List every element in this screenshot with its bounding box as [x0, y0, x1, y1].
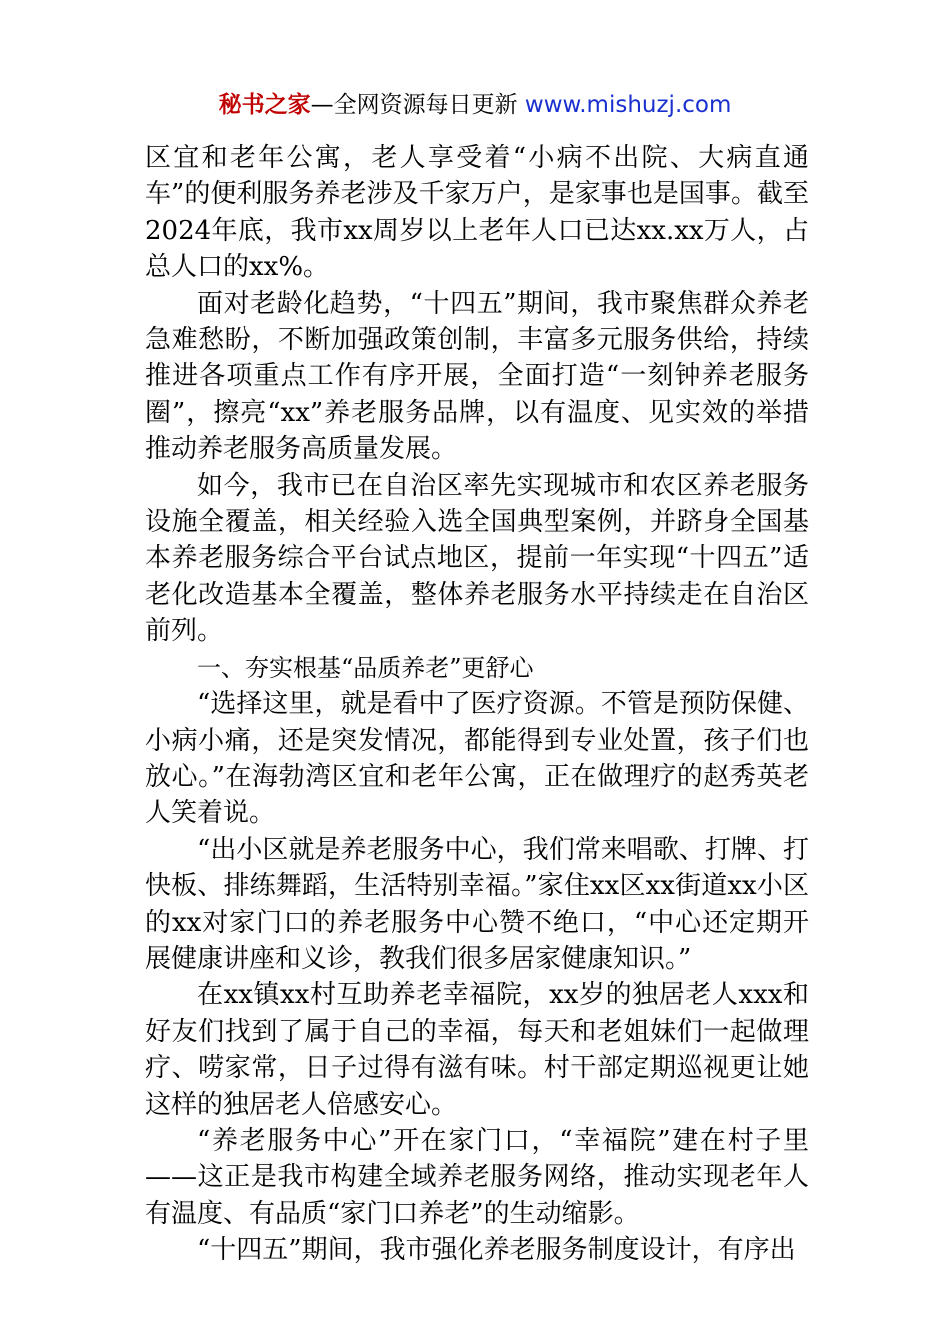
paragraph: “养老服务中心”开在家门口，“幸福院”建在村子里——这正是我市构建全域养老服务网络，推动实现老年人有温度、有品质“家门口养老”的生动缩影。 [145, 1125, 809, 1229]
paragraph: 如今，我市已在自治区率先实现城市和农区养老服务设施全覆盖，相关经验入选全国典型案例，并跻身全国基本养老服务综合平台试点地区，提前一年实现“十四五”适老化改造基本全覆盖，整体养老服务水平持续走在自治区前列。 [145, 470, 809, 647]
site-brand: 秘书之家 [218, 92, 311, 118]
paragraph: “十四五”期间，我市强化养老服务制度设计，有序出 [197, 1235, 796, 1266]
paragraph: “出小区就是养老服务中心，我们常来唱歌、打牌、打快板、排练舞蹈，生活特别幸福。”家住xx区xx街道xx小区的xx对家门口的养老服务中心赞不绝口，“中心还定期开展健康讲座和义诊，教我们很多居家健康知识。” [145, 834, 809, 974]
paragraph: 在xx镇xx村互助养老幸福院，xx岁的独居老人xxx和好友们找到了属于自己的幸福，每天和老姐妹们一起做理疗、唠家常，日子过得有滋有味。村干部定期巡视更让她这样的独居老人倍感安心。 [145, 980, 809, 1120]
paragraph: 区宜和老年公寓，老人享受着“小病不出院、大病直通车”的便利服务养老涉及千家万户，是家事也是国事。截至2024年底，我市xx周岁以上老年人口已达xx.xx万人，占总人口的xx%。 [145, 143, 809, 283]
site-url-link[interactable]: www.mishuzj.com [524, 92, 732, 118]
page-header [0, 88, 950, 122]
document-body [145, 140, 809, 1269]
paragraph: “选择这里，就是看中了医疗资源。不管是预防保健、小病小痛，还是突发情况，都能得到专业处置，孩子们也放心。”在海勃湾区宜和老年公寓，正在做理疗的赵秀英老人笑着说。 [145, 689, 809, 829]
paragraph: 面对老龄化趋势，“十四五”期间，我市聚焦群众养老急难愁盼，不断加强政策创制，丰富多元服务供给，持续推进各项重点工作有序开展，全面打造“一刻钟养老服务圈”，擦亮“xx”养老服务品牌，以有温度、见实效的举措推动养老服务高质量发展。 [145, 288, 809, 465]
site-tagline: —全网资源每日更新 [310, 92, 518, 118]
section-heading: 一、夯实根基“品质养老”更舒心 [197, 653, 534, 682]
